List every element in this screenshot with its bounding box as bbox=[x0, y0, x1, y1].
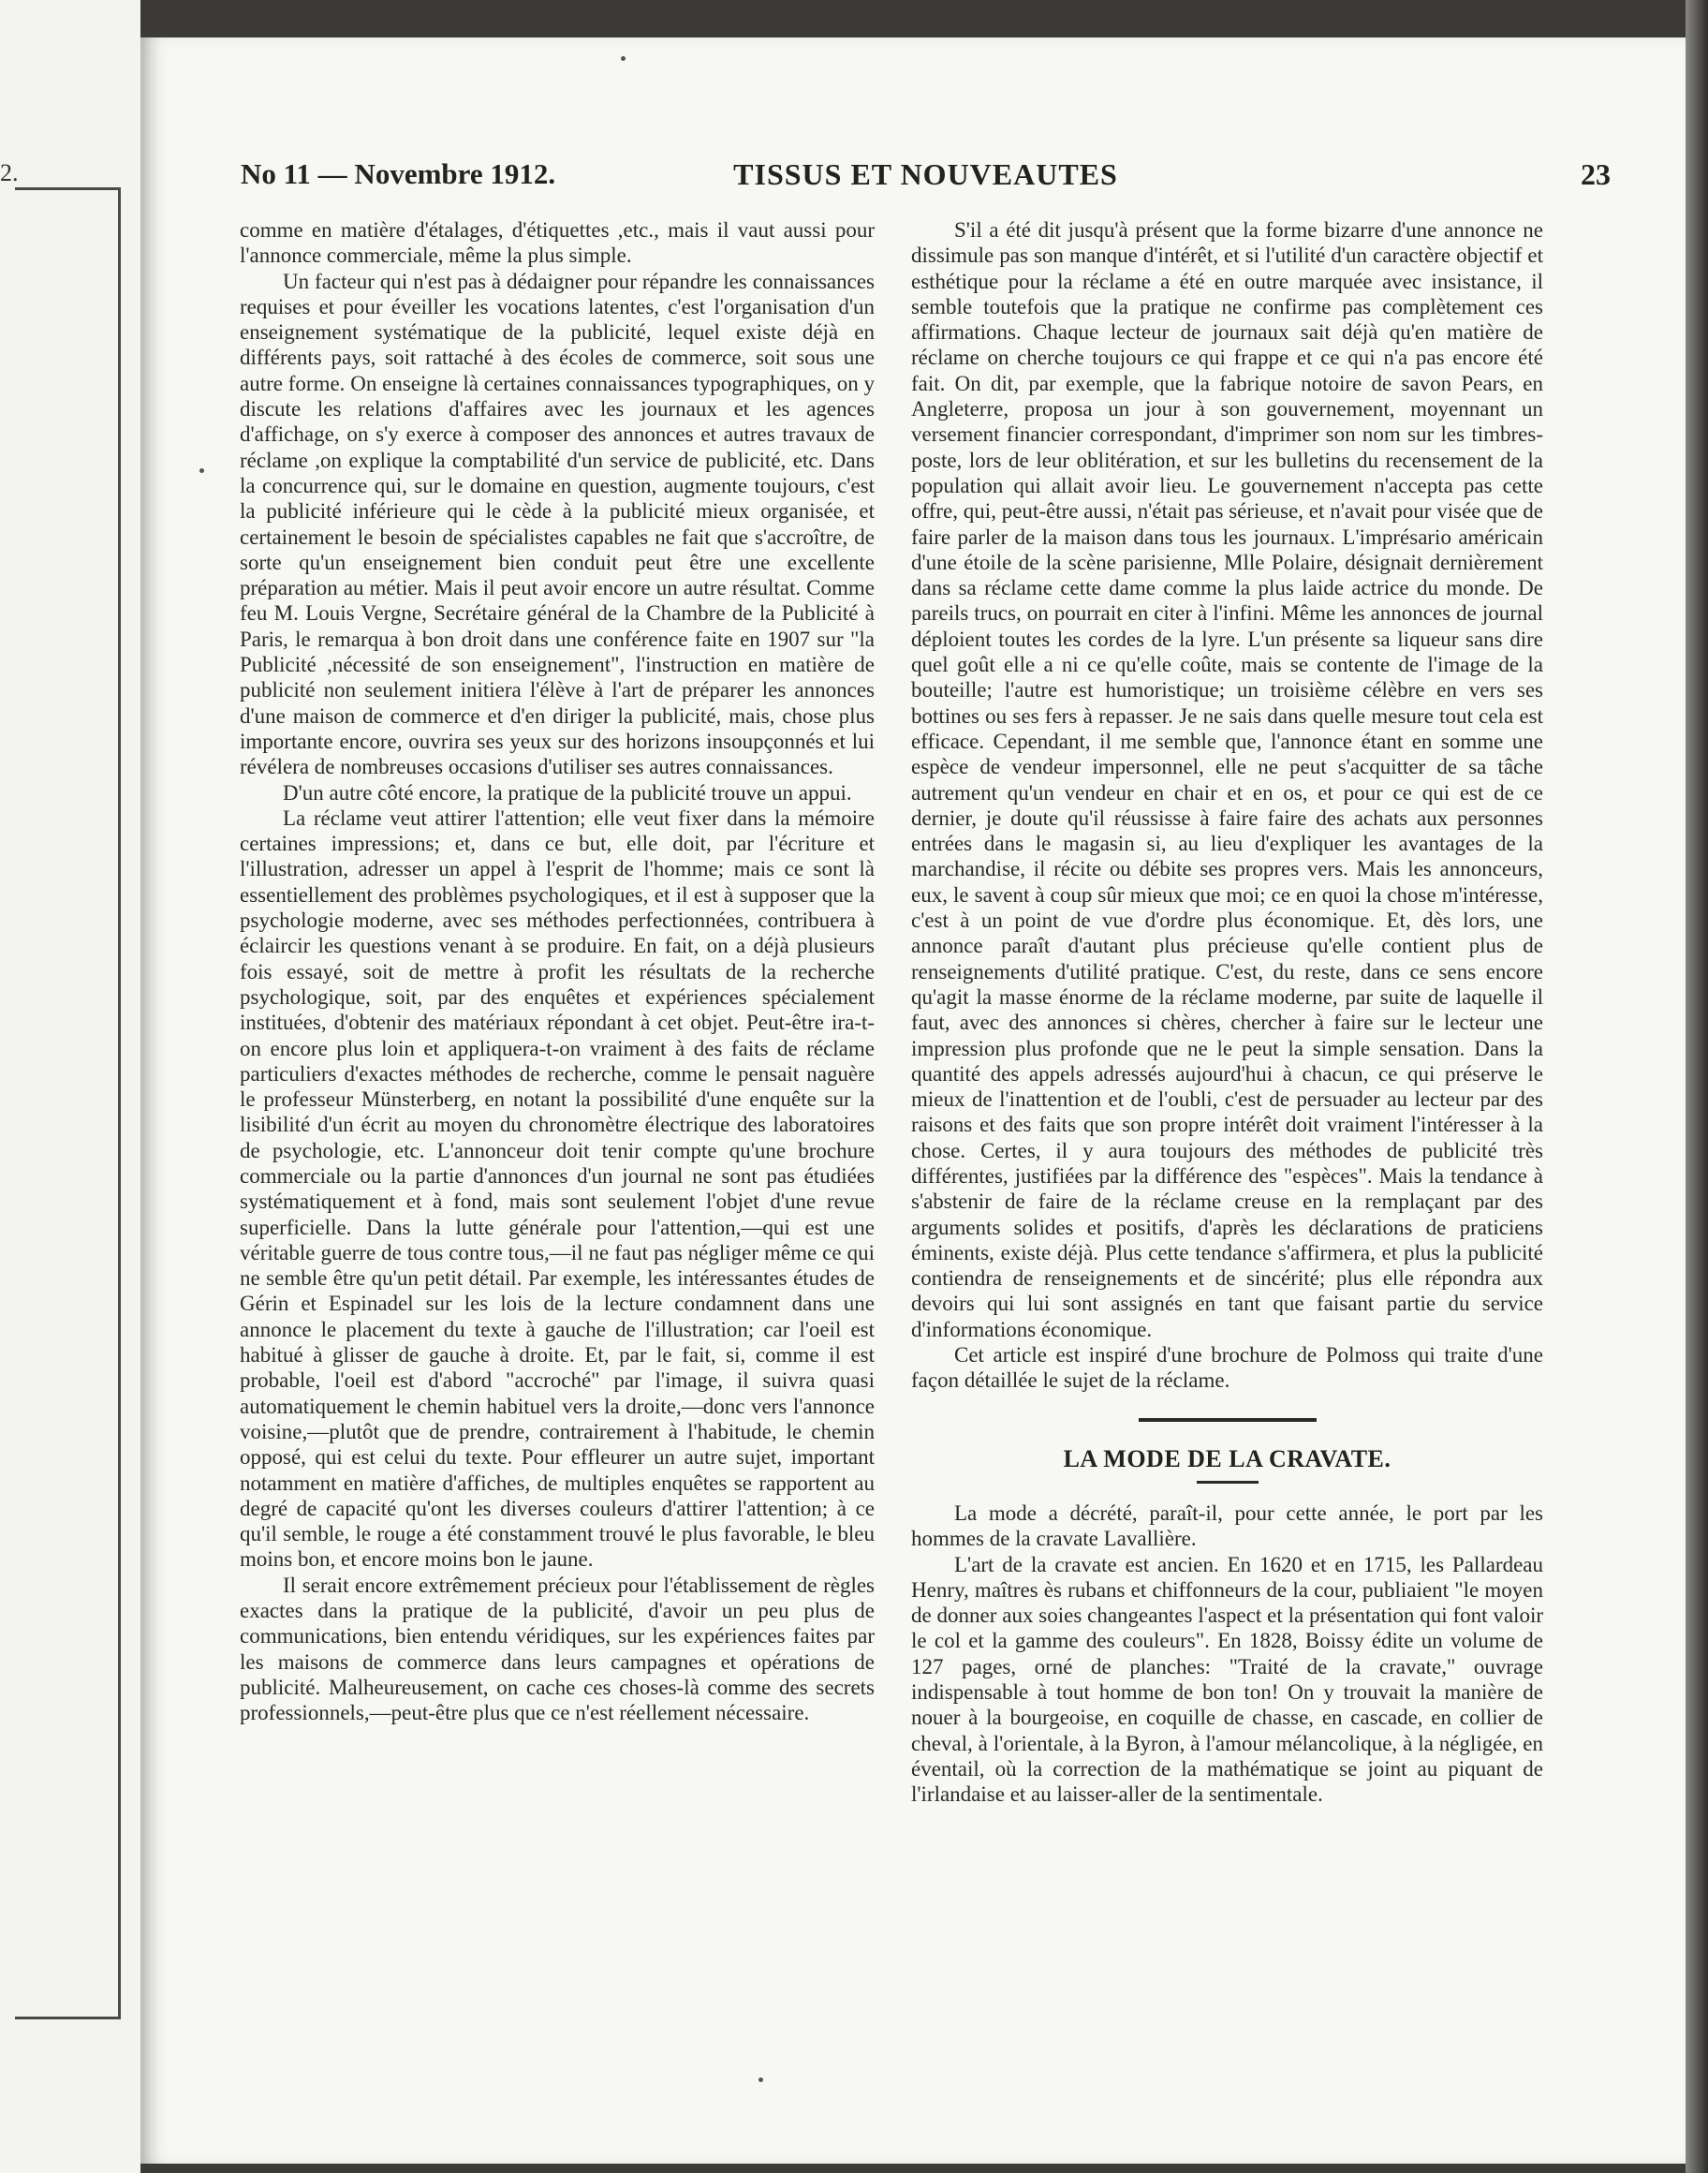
paragraph: Il serait encore extrêmement précieux pour l'établissement de règles exactes dans la pratique de la publicité, d'avoir un peu plus de communications, bien entendu véridiques, sur les expériences faites par les maisons de commerce dans leurs campagnes et opérations de publicité. Malheureusement, on cache ces choses-là comme des secrets professionnels,—peut-être plus que ce n'est réellement nécessaire. bbox=[240, 1573, 875, 1725]
paragraph: comme en matière d'étalages, d'étiquettes ,etc., mais il vaut aussi pour l'annonce commerciale, même la plus simple. bbox=[240, 218, 875, 268]
paragraph: D'un autre côté encore, la pratique de la publicité trouve un appui. bbox=[283, 780, 852, 805]
paragraph: Un facteur qui n'est pas à dédaigner pour répandre les connaissances requises et pour éveiller les vocations latentes, c'est l'organisation d'un enseignement systématique de la publicité, lequel existe déjà en différents pays, soit rattaché à des écoles de commerce, soit sous une autre forme. On enseigne là certaines connaissances typographiques, on y discute les relations d'affaires avec les journaux et les agences d'affichage, on s'y exerce à composer des annonces et autres travaux de réclame ,on explique la comptabilité d'un service de publicité, etc. Dans la concurrence qui, sur le domaine en question, augmente toujours, c'est la publicité inférieure qui le cède à la publicité mieux organisée, et certainement le besoin de spécialistes capables ne fait que s'accroître, de sorte qu'un enseignement bien conduit peut être une excellente préparation au métier. Mais il peut avoir encore un autre résultat. Comme feu M. Louis Vergne, Secrétaire général de la Chambre de la Publicité à Paris, le remarqua à bon droit dans une conférence faite en 1907 sur "la Publicité ,nécessité de son enseignement", l'instruction en matière de publicité non seulement initiera l'élève à l'art de préparer les annonces d'une maison de commerce et d'en diriger la publicité, mais, chose plus importante encore, ouvrira ses yeux sur des horizons insoupçonnés et lui révélera de nombreuses occasions d'utiliser ses autres connaissances. bbox=[240, 269, 875, 779]
print-speck bbox=[621, 56, 626, 61]
page-number: 23 bbox=[1581, 157, 1611, 191]
paragraph: Cet article est inspiré d'une brochure de Polmoss qui traite d'une façon détaillée le sujet de la réclame. bbox=[911, 1343, 1543, 1393]
left-column bbox=[240, 217, 875, 1726]
right-column bbox=[911, 217, 1543, 1808]
paragraph: La réclame veut attirer l'attention; elle veut fixer dans la mémoire certaines impressions; et, dans ce but, elle doit, par l'écriture et l'illustration, adresser un appel à l'esprit de l'homme; mais ce sont là essentiellement des problèmes psychologiques, et il est à supposer que la psychologie moderne, avec ses méthodes perfectionnées, contribuera à éclaircir les questions venant à se produire. En fait, on a déjà plusieurs fois essayé, soit de mettre à profit les résultats de la recherche psychologique, soit, par des enquêtes et expériences spécialement instituées, d'obtenir des matériaux répondant à cet objet. Peut-être ira-t-on encore plus loin et appliquera-t-on vraiment à des faits de réclame particuliers d'exactes méthodes de recherche, comme le pensait naguère le professeur Münsterberg, en notant la possibilité d'une enquête sur la lisibilité d'un écrit au moyen du chronomètre électrique des laboratoires de psychologie, etc. L'annonceur doit tenir compte qu'une brochure commerciale ou la partie d'annonces d'un journal ne sont pas étudiées systématiquement et à fond, mais sont seulement l'objet d'une revue superficielle. Dans la lutte générale pour l'attention,—qui est une véritable guerre de tous contre tous,—il ne faut pas négliger même ce qui ne semble être qu'un petit détail. Par exemple, les intéressantes études de Gérin et Espinadel sur les lois de la lecture condamnent dans une annonce le placement du texte à gauche de l'illustration; car l'oeil est habitué à glisser de gauche à droite. Et, par le fait, si, comme il est probable, l'oeil est d'abord "accroché" par l'image, il suivra quasi automatiquement le chemin habituel vers la droite,—donc vers l'annonce voisine,—plutôt que de prendre, contrairement à l'habitude, le chemin opposé, qui est celui du texte. Pour effleurer un autre sujet, important notamment en matière d'affiches, de multiples enquêtes se rapportent au degré de capacité qu'ont les diverses couleurs d'attirer l'attention; à ce qu'il semble, le rouge a été constamment trouvé le plus favorable, le bleu moins bon, et encore moins bon le jaune. bbox=[240, 806, 875, 1572]
facing-page-mark: 2. bbox=[0, 159, 19, 186]
print-speck bbox=[758, 2077, 763, 2082]
journal-page bbox=[140, 37, 1686, 2164]
title-underline-rule bbox=[1197, 1481, 1259, 1484]
paragraph: L'art de la cravate est ancien. En 1620 et en 1715, les Pallardeau Henry, maîtres ès rubans et chiffonneurs de la cour, publiaient "le moyen de donner aux soies changeantes l'aspect et la présentation qui font valoir le col et la gamme des couleurs". En 1828, Boissy édite un volume de 127 pages, orné de planches: "Traité de la cravate," ouvrage indispensable à tout homme de bon ton! On y trouvait la manière de nouer à la bourgeoise, en coquille de chasse, en cascade, en collier de cheval, à l'orientale, à la Byron, à l'amour mélancolique, à la négligée, en éventail, où la correction de la mathématique se joint au piquant de l'irlandaise et au laisser-aller de la sentimentale. bbox=[911, 1552, 1543, 1807]
book-edge-shadow bbox=[1686, 0, 1708, 2173]
issue-date: No 11 — Novembre 1912. bbox=[241, 157, 556, 190]
running-header bbox=[241, 157, 1611, 204]
paragraph: La mode a décrété, paraît-il, pour cette année, le port par les hommes de la cravate Lavallière. bbox=[911, 1500, 1543, 1551]
facing-page-frame bbox=[15, 187, 121, 2019]
paragraph: S'il a été dit jusqu'à présent que la forme bizarre d'une annonce ne dissimule pas son manque d'intérêt, et si l'utilité d'un caractère objectif et esthétique pour la réclame a été en outre marquée avec insistance, il semble toutefois que la pratique ne confirme pas complètement ces affirmations. Chaque lecteur de journaux sait déjà qu'en matière de réclame on cherche toujours ce qui frappe et ce qui n'a pas encore été fait. On dit, par exemple, que la fabrique notoire de savon Pears, en Angleterre, proposa un jour à son gouvernement, moyennant un versement financier correspondant, d'imprimer son nom sur les timbres-poste, lors de leur oblitération, et sur les bulletins du recensement de la population qui allait avoir lieu. Le gouvernement n'accepta pas cette offre, qui, peut-être aussi, n'était pas sérieuse, et n'avait pour visée que de faire parler de la maison dans tous les journaux. L'imprésario américain d'une étoile de la scène parisienne, Mlle Polaire, désignait dernièrement dans sa réclame cette dame comme la plus laide actrice du monde. De pareils trucs, on pourrait en citer à l'infini. Même les annonces de journal déploient toutes les cordes de la lyre. L'un présente sa liqueur sans dire quel goût elle a ni ce qu'elle coûte, mais se contente de l'image de la bouteille; l'autre est humoristique; un troisième célèbre en vers ses bottines ou ses fers à repasser. Je ne sais dans quelle mesure tout cela est efficace. Cependant, il me semble que, l'annonce étant en somme une espèce de vendeur impersonnel, elle ne peut s'acquitter de sa tâche autrement qu'un vendeur en chair et en os, et pour ce qui est de ce dernier, je doute qu'il réussisse à faire faire des achats aux personnes entrées dans le magasin si, au lieu d'expliquer les avantages de la marchandise, il récite ou débite ses propres vers. Mais les annonceurs, eux, le savent à coup sûr mieux que moi; ce en quoi la chose m'intéresse, c'est à un point de vue d'ordre plus économique. Et, dès lors, une annonce paraît d'autant plus précieuse qu'elle contient plus de renseignements d'utilité pratique. C'est, du reste, dans ce sens encore qu'agit la masse énorme de la réclame moderne, par suite de laquelle il faut, avec des annonces si chères, chercher à faire sur le lecteur une impression plus profonde que ne le peut la simple sensation. Dans la quantité des appels adressés aujourd'hui à chacun, ce qui préserve le mieux de l'inattention et de l'oubli, c'est de persuader au lecteur par des raisons et des faits que son propre intérêt doit vraiment l'intéresser à la chose. Certes, il y aura toujours des méthodes de publicité très différentes, justifiées par la différence des "espèces". Mais la tendance à s'abstenir de faire de la réclame creuse en la remplaçant par des arguments solides et positifs, d'après les déclarations de praticiens éminents, existe déjà. Plus cette tendance s'affirmera, et plus la publicité contiendra de renseignements et de sincérité; plus elle répondra aux devoirs qui lui sont assignés en tant que faisant partie du service d'informations économique. bbox=[911, 218, 1543, 1341]
article-separator-rule bbox=[1139, 1418, 1317, 1422]
journal-title: TISSUS ET NOUVEAUTES bbox=[733, 157, 1118, 191]
print-speck bbox=[199, 468, 204, 473]
section-title: LA MODE DE LA CRAVATE. bbox=[1063, 1444, 1391, 1472]
facing-page-edge bbox=[0, 0, 140, 2173]
